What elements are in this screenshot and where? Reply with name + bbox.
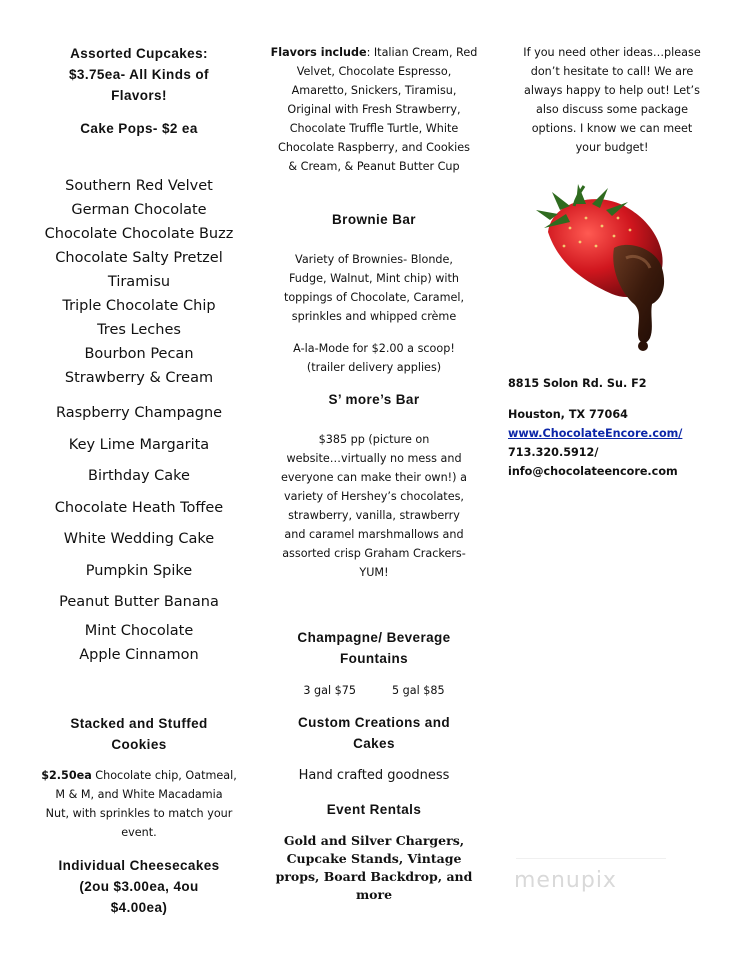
flavor-list <box>28 174 250 390</box>
custom-description: Hand crafted goodness <box>298 768 450 783</box>
flavor-item: Raspberry Champagne <box>55 405 223 421</box>
flavor-item: Southern Red Velvet <box>65 178 213 194</box>
phone-number: 713.320.5912/ <box>508 446 599 459</box>
flavor-item: Peanut Butter Banana <box>59 594 219 610</box>
flavor-item: Apple Cinnamon <box>79 647 199 663</box>
cookies-description: $2.50ea Chocolate chip, Oatmeal, M & M, and White Macadamia Nut, with sprinkles to match your event. <box>41 769 237 839</box>
rentals-description: Gold and Silver Chargers, Cupcake Stands, Vintage props, Board Backdrop, and more <box>275 833 473 902</box>
flavor-item: Birthday Cake <box>88 468 190 484</box>
cake-pops-heading: Cake Pops- $2 ea <box>80 121 198 136</box>
contact-block <box>508 405 716 481</box>
strawberry-image <box>530 170 690 360</box>
brownie-heading: Brownie Bar <box>332 212 416 227</box>
flavor-list-last <box>28 619 250 667</box>
watermark-logo: menupix <box>514 868 617 893</box>
address-line-1: 8815 Solon Rd. Su. F2 <box>508 377 647 390</box>
smores-description: $385 pp (picture on website…virtually no mess and everyone can make their own!) a variety of Hershey’s chocolates, strawberry, vanilla, strawberry and caramel marshmallows and assorted crisp Graham Crackers- YUM! <box>281 433 467 579</box>
flavor-item: White Wedding Cake <box>63 531 215 547</box>
flavor-item: Chocolate Heath Toffee <box>54 499 224 516</box>
flavors-label: Flavors include <box>270 46 367 59</box>
cookies-heading: Stacked and Stuffed Cookies <box>70 716 208 752</box>
cake-flavors: Flavors include: Italian Cream, Red Velvet, Chocolate Espresso, Amaretto, Snickers, Tiramisu, Original with Fresh Strawberry, Chocolate Truffle Turtle, White Chocolate Raspberry, and Cookies & Cream, & Peanut Butter Cup <box>270 46 478 173</box>
fountains-heading: Champagne/ Beverage Fountains <box>297 630 451 666</box>
intro-text: If you need other ideas…please don’t hesitate to call! We are always happy to help out! Let’s also discuss some package options. I know we can meet your budget! <box>523 46 701 154</box>
flavor-item: Pumpkin Spike <box>85 562 193 579</box>
flavor-item: Bourbon Pecan <box>84 346 194 362</box>
address-line-2: Houston, TX 77064 <box>508 408 628 421</box>
watermark-divider <box>516 858 666 859</box>
smores-heading: S’ more’s Bar <box>328 392 420 407</box>
flavor-item: Tres Leches <box>97 322 181 338</box>
fountain-prices <box>268 681 480 700</box>
cookies-price: $2.50ea <box>41 769 92 782</box>
fountain-price-large: 5 gal $85 <box>392 684 445 697</box>
fountain-price-small: 3 gal $75 <box>303 684 356 697</box>
rentals-heading: Event Rentals <box>326 802 422 817</box>
custom-heading: Custom Creations and Cakes <box>297 715 451 751</box>
flavor-item: Chocolate Salty Pretzel <box>55 250 223 266</box>
flavor-item: Key Lime Margarita <box>68 436 210 453</box>
flavor-list-spaced <box>28 398 250 619</box>
cupcakes-heading: Assorted Cupcakes: $3.75ea- All Kinds of Flavors! <box>69 46 209 103</box>
flavor-item: German Chocolate <box>71 202 207 218</box>
email-address: info@chocolateencore.com <box>508 465 678 478</box>
flavor-item: Triple Chocolate Chip <box>62 298 216 314</box>
flavor-item: Strawberry & Cream <box>64 370 214 386</box>
flavor-item: Mint Chocolate <box>84 623 194 639</box>
flavor-item: Tiramisu <box>107 274 171 290</box>
brownie-description: Variety of Brownies- Blonde, Fudge, Walnut, Mint chip) with toppings of Chocolate, Caramel, sprinkles and whipped crème <box>283 253 465 323</box>
alamode-note: A-la-Mode for $2.00 a scoop! (trailer delivery applies) <box>293 342 455 374</box>
website-link[interactable]: www.ChocolateEncore.com/ <box>508 427 683 440</box>
chocolate-dipped-strawberry-icon <box>530 170 690 360</box>
cheesecake-heading: Individual Cheesecakes (2ou $3.00ea, 4ou $4.00ea) <box>58 858 220 915</box>
flavor-item: Chocolate Chocolate Buzz <box>44 226 234 242</box>
